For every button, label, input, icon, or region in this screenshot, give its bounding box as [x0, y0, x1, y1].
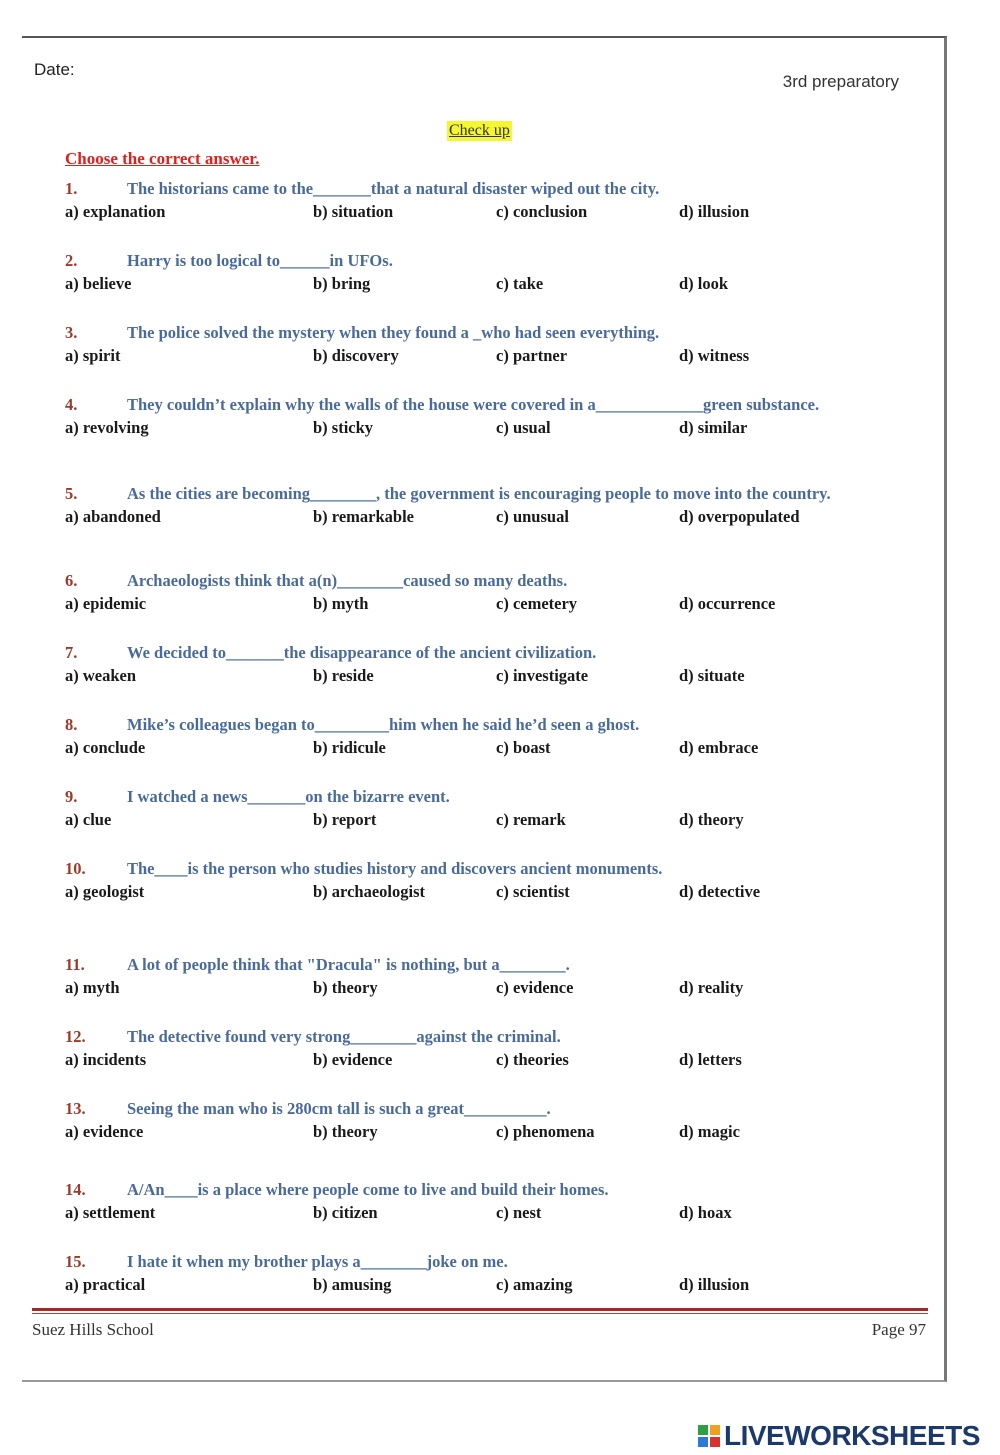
answer-option-b[interactable]: b) bring	[313, 274, 371, 293]
answer-option-c[interactable]: c) boast	[496, 738, 551, 757]
answer-option-a[interactable]: a) weaken	[65, 666, 137, 685]
question-stem	[65, 1180, 885, 1199]
question-item	[65, 251, 885, 296]
question-text: A lot of people think that "Dracula" is nothing, but a________.	[127, 955, 570, 974]
answer-option-c[interactable]: c) investigate	[496, 666, 589, 685]
question-text: The police solved the mystery when they found a _who had seen everything.	[127, 323, 660, 342]
answer-option-b[interactable]: b) theory	[313, 1122, 378, 1141]
question-stem	[65, 571, 885, 590]
answer-options	[65, 507, 885, 529]
answer-options	[65, 882, 885, 904]
answer-option-d[interactable]: d) reality	[679, 978, 744, 997]
question-text: Seeing the man who is 280cm tall is such a great__________.	[127, 1099, 551, 1118]
answer-option-c[interactable]: c) cemetery	[496, 594, 578, 613]
answer-option-a[interactable]: a) spirit	[65, 346, 121, 365]
question-item	[65, 1099, 885, 1144]
question-item	[65, 395, 885, 440]
answer-option-c[interactable]: c) nest	[496, 1203, 542, 1222]
question-item	[65, 787, 885, 832]
question-text: The historians came to the_______that a natural disaster wiped out the city.	[127, 179, 660, 198]
answer-option-a[interactable]: a) epidemic	[65, 594, 147, 613]
answer-option-a[interactable]: a) practical	[65, 1275, 146, 1294]
answer-option-d[interactable]: d) magic	[679, 1122, 740, 1141]
question-stem	[65, 395, 885, 414]
grade-label: 3rd preparatory	[782, 72, 899, 91]
question-stem	[65, 1027, 885, 1046]
question-stem	[65, 1252, 885, 1271]
question-item	[65, 571, 885, 616]
answer-option-c[interactable]: c) theories	[496, 1050, 569, 1069]
answer-option-b[interactable]: b) citizen	[313, 1203, 378, 1222]
liveworksheets-brand: LIVEWORKSHEETS	[724, 1420, 980, 1451]
question-number: 10.	[65, 859, 86, 878]
question-item	[65, 1027, 885, 1072]
question-text: The detective found very strong________against the criminal.	[127, 1027, 561, 1046]
answer-option-a[interactable]: a) conclude	[65, 738, 146, 757]
answer-options	[65, 594, 885, 616]
date-label: Date:	[34, 60, 75, 79]
question-number: 15.	[65, 1252, 86, 1271]
question-text: We decided to_______the disappearance of the ancient civilization.	[127, 643, 597, 662]
question-item	[65, 1180, 885, 1225]
question-item	[65, 323, 885, 368]
answer-option-d[interactable]: d) situate	[679, 666, 745, 685]
question-stem	[65, 1099, 885, 1118]
answer-option-c[interactable]: c) partner	[496, 346, 568, 365]
answer-option-a[interactable]: a) geologist	[65, 882, 145, 901]
answer-option-a[interactable]: a) incidents	[65, 1050, 147, 1069]
question-stem	[65, 323, 885, 342]
answer-option-c[interactable]: c) conclusion	[496, 202, 588, 221]
answer-option-a[interactable]: a) revolving	[65, 418, 149, 437]
answer-option-d[interactable]: d) witness	[679, 346, 750, 365]
question-number: 5.	[65, 484, 78, 503]
answer-option-c[interactable]: c) unusual	[496, 507, 569, 526]
question-stem	[65, 179, 885, 198]
footer-divider-thin	[32, 1313, 928, 1314]
answer-option-d[interactable]: d) similar	[679, 418, 748, 437]
answer-options	[65, 1050, 885, 1072]
answer-option-d[interactable]: d) theory	[679, 810, 744, 829]
worksheet-page	[22, 36, 947, 1382]
question-number: 7.	[65, 643, 78, 662]
answer-option-b[interactable]: b) amusing	[313, 1275, 392, 1294]
question-item	[65, 955, 885, 1000]
question-text: The____is the person who studies history and discovers ancient monuments.	[127, 859, 663, 878]
question-stem	[65, 787, 885, 806]
answer-options	[65, 202, 885, 224]
answer-option-c[interactable]: c) scientist	[496, 882, 570, 901]
question-item	[65, 715, 885, 760]
answer-option-b[interactable]: b) report	[313, 810, 377, 829]
page-title: Check up	[449, 122, 510, 139]
liveworksheets-logo-icon	[698, 1425, 720, 1447]
question-number: 3.	[65, 323, 78, 342]
question-number: 6.	[65, 571, 78, 590]
question-stem	[65, 484, 885, 503]
answer-option-a[interactable]: a) explanation	[65, 202, 166, 221]
question-item	[65, 1252, 885, 1297]
question-number: 12.	[65, 1027, 86, 1046]
answer-option-c[interactable]: c) phenomena	[496, 1122, 595, 1141]
answer-option-c[interactable]: c) amazing	[496, 1275, 573, 1294]
answer-option-a[interactable]: a) settlement	[65, 1203, 156, 1222]
answer-options	[65, 346, 885, 368]
answer-options	[65, 1203, 885, 1225]
answer-option-b[interactable]: b) myth	[313, 594, 369, 613]
answer-option-c[interactable]: c) usual	[496, 418, 551, 437]
question-text: I watched a news_______on the bizarre event.	[127, 787, 450, 806]
question-number: 1.	[65, 179, 78, 198]
answer-option-d[interactable]: d) overpopulated	[679, 507, 800, 526]
answer-option-d[interactable]: d) hoax	[679, 1203, 732, 1222]
question-text: I hate it when my brother plays a________joke on me.	[127, 1252, 508, 1271]
answer-option-a[interactable]: a) abandoned	[65, 507, 161, 526]
liveworksheets-logo	[698, 1420, 980, 1452]
answer-option-d[interactable]: d) embrace	[679, 738, 759, 757]
instruction: Choose the correct answer.	[65, 149, 260, 168]
footer-divider	[32, 1308, 928, 1311]
answer-option-c[interactable]: c) remark	[496, 810, 566, 829]
answer-option-b[interactable]: b) discovery	[313, 346, 399, 365]
answer-option-d[interactable]: d) illusion	[679, 202, 750, 221]
answer-option-a[interactable]: a) believe	[65, 274, 132, 293]
question-text: They couldn’t explain why the walls of the house were covered in a_____________green substance.	[127, 395, 820, 414]
answer-option-d[interactable]: d) illusion	[679, 1275, 750, 1294]
answer-option-b[interactable]: b) remarkable	[313, 507, 414, 526]
answer-option-b[interactable]: b) situation	[313, 202, 394, 221]
question-stem	[65, 955, 885, 974]
question-number: 4.	[65, 395, 78, 414]
question-number: 14.	[65, 1180, 86, 1199]
question-text: Archaeologists think that a(n)________caused so many deaths.	[127, 571, 568, 590]
answer-option-b[interactable]: b) theory	[313, 978, 378, 997]
answer-option-b[interactable]: b) sticky	[313, 418, 374, 437]
answer-option-d[interactable]: d) letters	[679, 1050, 742, 1069]
answer-options	[65, 978, 885, 1000]
answer-option-c[interactable]: c) take	[496, 274, 544, 293]
question-text: A/An____is a place where people come to live and build their homes.	[127, 1180, 609, 1199]
question-stem	[65, 251, 885, 270]
question-text: Mike’s colleagues began to_________him when he said he’d seen a ghost.	[127, 715, 640, 734]
answer-options	[65, 274, 885, 296]
question-number: 13.	[65, 1099, 86, 1118]
answer-option-b[interactable]: b) reside	[313, 666, 374, 685]
question-stem	[65, 715, 885, 734]
question-stem	[65, 643, 885, 662]
answer-options	[65, 418, 885, 440]
question-item	[65, 484, 885, 529]
answer-options	[65, 1275, 885, 1297]
question-item	[65, 179, 885, 224]
school-name: Suez Hills School	[32, 1320, 154, 1339]
question-stem	[65, 859, 885, 878]
answer-option-d[interactable]: d) occurrence	[679, 594, 776, 613]
answer-option-c[interactable]: c) evidence	[496, 978, 574, 997]
question-item	[65, 643, 885, 688]
answer-options	[65, 666, 885, 688]
answer-option-a[interactable]: a) myth	[65, 978, 120, 997]
question-number: 11.	[65, 955, 85, 974]
answer-option-b[interactable]: b) ridicule	[313, 738, 386, 757]
answer-option-b[interactable]: b) evidence	[313, 1050, 393, 1069]
page-number: Page 97	[871, 1320, 926, 1339]
answer-option-d[interactable]: d) detective	[679, 882, 761, 901]
answer-options	[65, 738, 885, 760]
question-number: 2.	[65, 251, 78, 270]
question-text: Harry is too logical to______in UFOs.	[127, 251, 393, 270]
question-item	[65, 859, 885, 904]
answer-options	[65, 810, 885, 832]
answer-option-a[interactable]: a) clue	[65, 810, 112, 829]
answer-options	[65, 1122, 885, 1144]
answer-option-a[interactable]: a) evidence	[65, 1122, 144, 1141]
answer-option-b[interactable]: b) archaeologist	[313, 882, 425, 901]
answer-option-d[interactable]: d) look	[679, 274, 729, 293]
question-number: 9.	[65, 787, 78, 806]
question-number: 8.	[65, 715, 78, 734]
question-text: As the cities are becoming________, the government is encouraging people to move into the country.	[127, 484, 831, 503]
